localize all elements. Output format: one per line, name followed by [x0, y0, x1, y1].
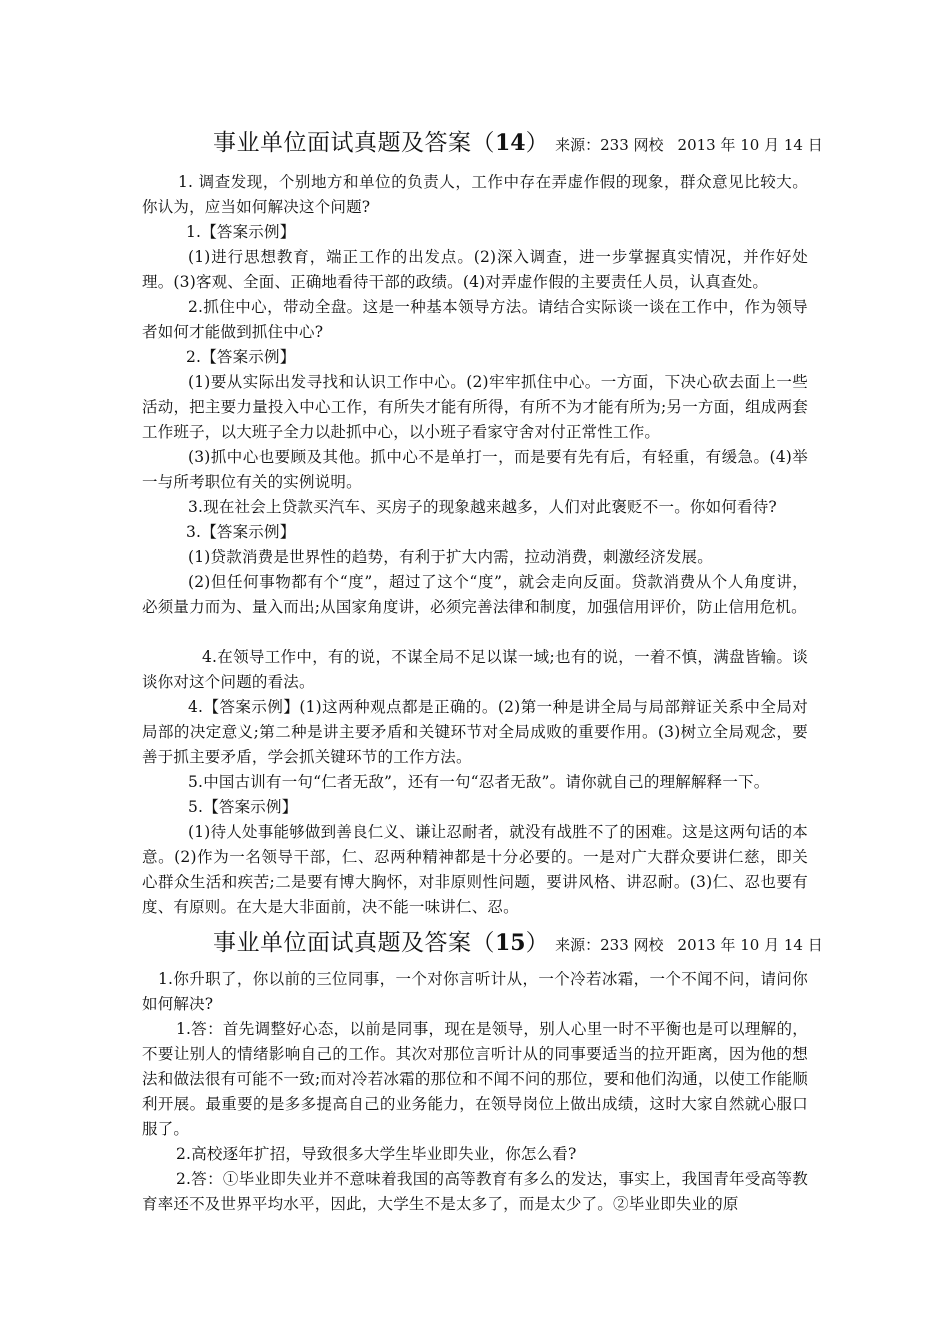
s15-q2: 2.高校逐年扩招，导致很多大学生毕业即失业，你怎么看?: [176, 1145, 577, 1163]
s14-a3-part1: (1)贷款消费是世界性的趋势，有利于扩大内需，拉动消费，刺激经济发展。: [188, 548, 713, 566]
section-14-source: 来源：233 网校: [555, 136, 664, 154]
s14-a4: 4.【答案示例】(1)这两种观点都是正确的。(2)第一种是讲全局与局部辩证关系中全局对局部的决定意义;第二种是讲主要矛盾和关键环节对全局成败的重要作用。(3)树立全局观念，要善于抓主要矛盾，学会抓关键环节的工作方法。: [142, 698, 808, 766]
s15-a1: 1.答：首先调整好心态，以前是同事，现在是领导，别人心里一时不平衡也是可以理解的，不要让别人的情绪影响自己的工作。其次对那位言听计从的同事要适当的拉开距离，因为他的想法和做法很有可能不一致;而对冷若冰霜的那位和不闻不问的那位，要和他们沟通，以使工作能顺利开展。最重要的是多多提高自己的业务能力，在领导岗位上做出成绩，这时大家自然就心服口服了。: [142, 1020, 808, 1138]
s14-a5-label: 5.【答案示例】: [188, 798, 298, 816]
s14-a2-label: 2.【答案示例】: [186, 348, 296, 366]
s14-a3-label: 3.【答案示例】: [186, 523, 296, 541]
s14-a1: (1)进行思想教育，端正工作的出发点。(2)深入调查，进一步掌握真实情况，并作好处理。(3)客观、全面、正确地看待干部的政绩。(4)对弄虚作假的主要责任人员，认真查处。: [142, 248, 808, 291]
s14-a5: (1)待人处事能够做到善良仁义、谦让忍耐者，就没有战胜不了的困难。这是这两句话的本意。(2)作为一名领导干部，仁、忍两种精神都是十分必要的。一是对广大群众要讲仁慈，即关心群众生活和疾苦;二是要有博大胸怀，对非原则性问题，要讲风格、讲忍耐。(3)仁、忍也要有度、有原则。在大是大非面前，决不能一味讲仁、忍。: [142, 823, 808, 916]
s14-q1: 1. 调查发现，个别地方和单位的负责人，工作中存在弄虚作假的现象，群众意见比较大。你认为，应当如何解决这个问题?: [142, 173, 808, 216]
section-15-heading: [213, 924, 823, 957]
section-14-heading: [213, 124, 823, 157]
s14-a3-part2: (2)但任何事物都有个“度”，超过了这个“度”，就会走向反面。贷款消费从个人角度讲，必须量力而为、量入而出;从国家角度讲，必须完善法律和制度，加强信用评价，防止信用危机。: [142, 573, 808, 616]
section-14-number: 14: [495, 130, 526, 156]
s15-a2: 2.答：①毕业即失业并不意味着我国的高等教育有多么的发达，事实上，我国青年受高等教育率还不及世界平均水平，因此，大学生不是太多了，而是太少了。②毕业即失业的原: [142, 1170, 808, 1213]
section-14-date: 2013 年 10 月 14 日: [677, 136, 823, 154]
s14-q4: 4.在领导工作中，有的说，不谋全局不足以谋一域;也有的说，一着不慎，满盘皆输。谈谈你对这个问题的看法。: [142, 648, 808, 691]
s14-q3: 3.现在社会上贷款买汽车、买房子的现象越来越多，人们对此褒贬不一。你如何看待?: [188, 498, 777, 516]
section-15-number: 15: [495, 930, 526, 956]
section-15-source: 来源：233 网校: [555, 936, 664, 954]
section-14-title: 事业单位面试真题及答案（: [213, 130, 495, 156]
s14-q5: 5.中国古训有一句“仁者无敌”，还有一句“忍者无敌”。请你就自己的理解解释一下。: [188, 773, 770, 791]
s14-a2-part2: (3)抓中心也要顾及其他。抓中心不是单打一，而是要有先有后，有轻重，有缓急。(4)举一与所考职位有关的实例说明。: [142, 448, 808, 491]
section-15-title-close: ）: [525, 930, 550, 956]
s15-q1: 1.你升职了，你以前的三位同事，一个对你言听计从，一个冷若冰霜，一个不闻不问，请问你如何解决?: [142, 970, 808, 1013]
section-14-title-close: ）: [525, 130, 550, 156]
s14-a2-part1: (1)要从实际出发寻找和认识工作中心。(2)牢牢抓住中心。一方面，下决心砍去面上一些活动，把主要力量投入中心工作，有所失才能有所得，有所不为才能有所为;另一方面，组成两套工作班子，以大班子全力以赴抓中心，以小班子看家守舍对付正常性工作。: [142, 373, 808, 441]
s14-a1-label: 1.【答案示例】: [186, 223, 296, 241]
section-15-date: 2013 年 10 月 14 日: [677, 936, 823, 954]
section-15-title: 事业单位面试真题及答案（: [213, 930, 495, 956]
s14-q2: 2.抓住中心，带动全盘。这是一种基本领导方法。请结合实际谈一谈在工作中，作为领导者如何才能做到抓住中心?: [142, 298, 808, 341]
